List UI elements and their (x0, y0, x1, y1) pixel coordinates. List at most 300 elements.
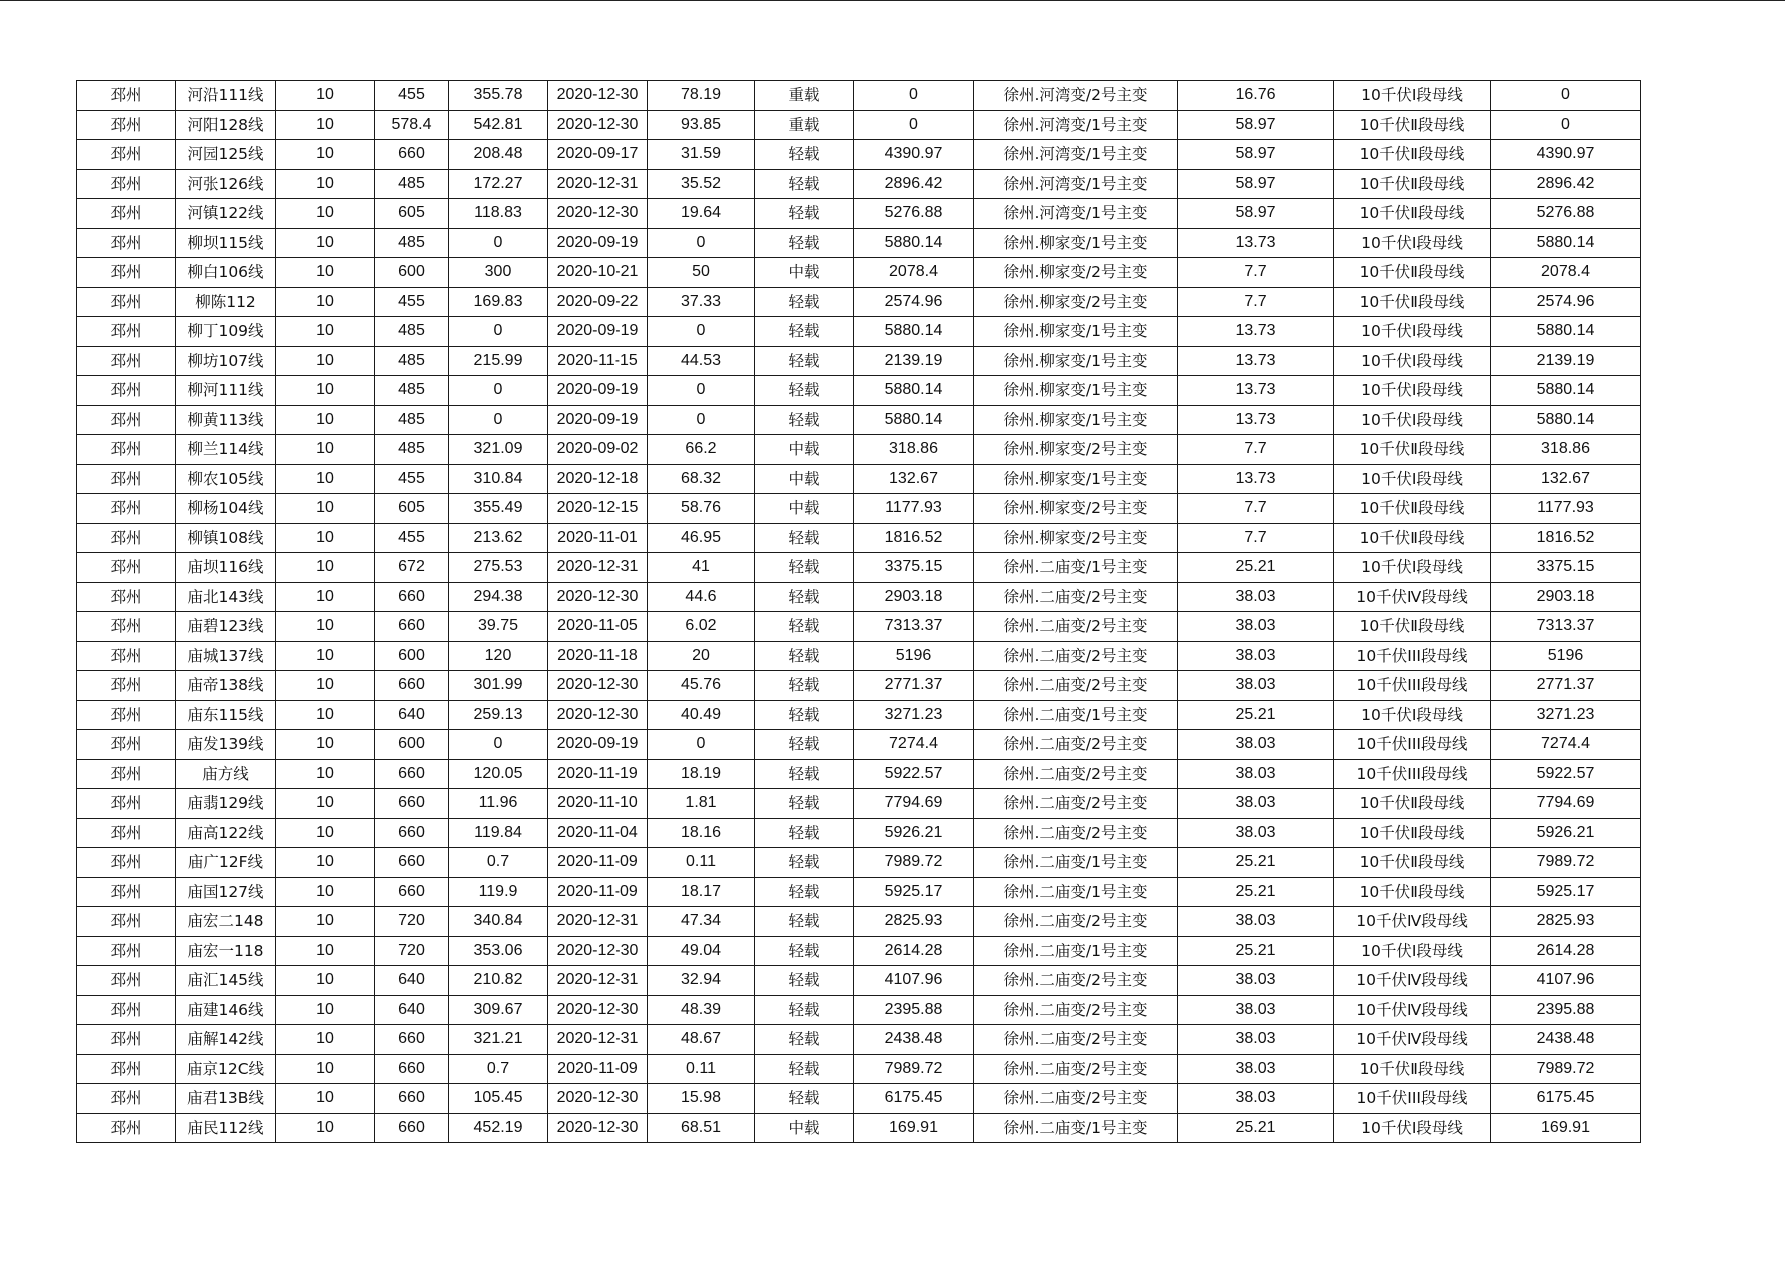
cell-available-capacity: 4107.96 (1491, 966, 1641, 996)
cell-voltage: 10 (276, 464, 375, 494)
cell-record-date: 2020-09-02 (548, 435, 648, 465)
cell-voltage: 10 (276, 376, 375, 406)
cell-line-name: 柳杨104线 (176, 494, 276, 524)
cell-substation-transformer: 徐州.二庙变/1号主变 (974, 1113, 1178, 1143)
cell-max-load: 301.99 (449, 671, 548, 701)
cell-record-date: 2020-12-30 (548, 1113, 648, 1143)
cell-max-load: 120.05 (449, 759, 548, 789)
table-row (77, 700, 1641, 730)
cell-max-load: 310.84 (449, 464, 548, 494)
cell-remaining-capacity: 7989.72 (854, 848, 974, 878)
cell-substation-transformer: 徐州.河湾变/2号主变 (974, 81, 1178, 111)
cell-max-load: 11.96 (449, 789, 548, 819)
cell-max-load: 321.21 (449, 1025, 548, 1055)
cell-rated-capacity: 640 (375, 700, 449, 730)
cell-max-load: 275.53 (449, 553, 548, 583)
cell-load-rate: 35.52 (648, 169, 755, 199)
cell-region: 邳州 (77, 169, 176, 199)
cell-available-capacity: 169.91 (1491, 1113, 1641, 1143)
cell-remaining-capacity: 132.67 (854, 464, 974, 494)
cell-voltage: 10 (276, 818, 375, 848)
cell-voltage: 10 (276, 1084, 375, 1114)
cell-max-load: 0.7 (449, 1054, 548, 1084)
cell-rated-capacity: 605 (375, 199, 449, 229)
cell-region: 邳州 (77, 936, 176, 966)
cell-load-rate: 93.85 (648, 110, 755, 140)
cell-region: 邳州 (77, 671, 176, 701)
cell-available-capacity: 5880.14 (1491, 317, 1641, 347)
cell-substation-transformer: 徐州.二庙变/2号主变 (974, 1054, 1178, 1084)
cell-substation-transformer: 徐州.河湾变/1号主变 (974, 199, 1178, 229)
cell-max-load: 340.84 (449, 907, 548, 937)
cell-load-rate: 1.81 (648, 789, 755, 819)
cell-substation-transformer: 徐州.二庙变/2号主变 (974, 671, 1178, 701)
table-row (77, 671, 1641, 701)
cell-rated-capacity: 578.4 (375, 110, 449, 140)
cell-remaining-capacity: 2614.28 (854, 936, 974, 966)
table-row (77, 435, 1641, 465)
cell-region: 邳州 (77, 966, 176, 996)
cell-transformer-load-rate: 38.03 (1178, 1084, 1334, 1114)
cell-load-status: 轻载 (755, 700, 854, 730)
cell-max-load: 353.06 (449, 936, 548, 966)
cell-region: 邳州 (77, 228, 176, 258)
cell-region: 邳州 (77, 582, 176, 612)
cell-load-status: 轻载 (755, 1084, 854, 1114)
cell-record-date: 2020-11-19 (548, 759, 648, 789)
cell-rated-capacity: 485 (375, 435, 449, 465)
cell-transformer-load-rate: 13.73 (1178, 376, 1334, 406)
table-row (77, 936, 1641, 966)
cell-load-rate: 50 (648, 258, 755, 288)
cell-substation-transformer: 徐州.柳家变/1号主变 (974, 405, 1178, 435)
cell-remaining-capacity: 7313.37 (854, 612, 974, 642)
cell-region: 邳州 (77, 1113, 176, 1143)
cell-voltage: 10 (276, 671, 375, 701)
cell-load-status: 轻载 (755, 169, 854, 199)
cell-load-status: 重载 (755, 110, 854, 140)
cell-transformer-load-rate: 38.03 (1178, 966, 1334, 996)
cell-load-status: 轻载 (755, 582, 854, 612)
cell-record-date: 2020-12-18 (548, 464, 648, 494)
cell-available-capacity: 3271.23 (1491, 700, 1641, 730)
cell-remaining-capacity: 3375.15 (854, 553, 974, 583)
cell-line-name: 庙国127线 (176, 877, 276, 907)
cell-transformer-load-rate: 38.03 (1178, 1054, 1334, 1084)
cell-available-capacity: 7989.72 (1491, 1054, 1641, 1084)
cell-remaining-capacity: 5276.88 (854, 199, 974, 229)
cell-remaining-capacity: 7989.72 (854, 1054, 974, 1084)
cell-available-capacity: 2771.37 (1491, 671, 1641, 701)
cell-bus-section: 10千伏Ⅱ段母线 (1334, 818, 1491, 848)
cell-bus-section: 10千伏Ⅱ段母线 (1334, 140, 1491, 170)
cell-load-status: 轻载 (755, 376, 854, 406)
cell-bus-section: 10千伏Ⅰ段母线 (1334, 346, 1491, 376)
cell-transformer-load-rate: 13.73 (1178, 405, 1334, 435)
cell-load-status: 轻载 (755, 405, 854, 435)
cell-voltage: 10 (276, 405, 375, 435)
table-row (77, 877, 1641, 907)
table-row (77, 907, 1641, 937)
cell-rated-capacity: 485 (375, 346, 449, 376)
cell-region: 邳州 (77, 110, 176, 140)
table-row (77, 789, 1641, 819)
cell-substation-transformer: 徐州.河湾变/1号主变 (974, 110, 1178, 140)
cell-record-date: 2020-11-18 (548, 641, 648, 671)
cell-record-date: 2020-12-31 (548, 966, 648, 996)
cell-rated-capacity: 485 (375, 405, 449, 435)
table-row (77, 553, 1641, 583)
cell-load-rate: 0 (648, 228, 755, 258)
cell-remaining-capacity: 2903.18 (854, 582, 974, 612)
cell-remaining-capacity: 5880.14 (854, 228, 974, 258)
cell-line-name: 庙君13B线 (176, 1084, 276, 1114)
cell-bus-section: 10千伏Ⅳ段母线 (1334, 1025, 1491, 1055)
cell-record-date: 2020-12-15 (548, 494, 648, 524)
cell-transformer-load-rate: 38.03 (1178, 818, 1334, 848)
cell-voltage: 10 (276, 877, 375, 907)
cell-max-load: 0 (449, 730, 548, 760)
table-row (77, 1054, 1641, 1084)
cell-voltage: 10 (276, 258, 375, 288)
cell-voltage: 10 (276, 936, 375, 966)
cell-transformer-load-rate: 25.21 (1178, 700, 1334, 730)
cell-line-name: 庙东115线 (176, 700, 276, 730)
cell-rated-capacity: 672 (375, 553, 449, 583)
cell-line-name: 庙宏一118 (176, 936, 276, 966)
cell-bus-section: 10千伏III段母线 (1334, 730, 1491, 760)
cell-max-load: 215.99 (449, 346, 548, 376)
cell-remaining-capacity: 0 (854, 81, 974, 111)
cell-load-rate: 68.51 (648, 1113, 755, 1143)
cell-available-capacity: 1816.52 (1491, 523, 1641, 553)
cell-max-load: 0 (449, 228, 548, 258)
cell-max-load: 259.13 (449, 700, 548, 730)
cell-voltage: 10 (276, 169, 375, 199)
cell-record-date: 2020-09-19 (548, 376, 648, 406)
cell-load-rate: 18.19 (648, 759, 755, 789)
cell-line-name: 柳农105线 (176, 464, 276, 494)
cell-transformer-load-rate: 16.76 (1178, 81, 1334, 111)
cell-rated-capacity: 660 (375, 818, 449, 848)
cell-bus-section: 10千伏Ⅰ段母线 (1334, 700, 1491, 730)
cell-region: 邳州 (77, 612, 176, 642)
cell-available-capacity: 5880.14 (1491, 376, 1641, 406)
cell-line-name: 柳黄113线 (176, 405, 276, 435)
cell-line-name: 庙城137线 (176, 641, 276, 671)
cell-line-name: 庙宏二148 (176, 907, 276, 937)
cell-record-date: 2020-12-30 (548, 582, 648, 612)
cell-line-name: 庙翡129线 (176, 789, 276, 819)
table-row (77, 818, 1641, 848)
cell-record-date: 2020-12-30 (548, 671, 648, 701)
cell-load-rate: 32.94 (648, 966, 755, 996)
cell-region: 邳州 (77, 700, 176, 730)
cell-voltage: 10 (276, 317, 375, 347)
cell-region: 邳州 (77, 258, 176, 288)
cell-bus-section: 10千伏III段母线 (1334, 1084, 1491, 1114)
cell-load-status: 轻载 (755, 936, 854, 966)
cell-voltage: 10 (276, 1054, 375, 1084)
cell-line-name: 庙建146线 (176, 995, 276, 1025)
cell-rated-capacity: 720 (375, 936, 449, 966)
cell-load-status: 轻载 (755, 1054, 854, 1084)
table-row (77, 110, 1641, 140)
cell-load-status: 轻载 (755, 759, 854, 789)
cell-transformer-load-rate: 13.73 (1178, 317, 1334, 347)
cell-line-name: 柳坝115线 (176, 228, 276, 258)
cell-max-load: 355.78 (449, 81, 548, 111)
cell-transformer-load-rate: 7.7 (1178, 523, 1334, 553)
cell-max-load: 120 (449, 641, 548, 671)
cell-max-load: 169.83 (449, 287, 548, 317)
cell-max-load: 0.7 (449, 848, 548, 878)
cell-voltage: 10 (276, 612, 375, 642)
cell-bus-section: 10千伏Ⅱ段母线 (1334, 258, 1491, 288)
table-row (77, 494, 1641, 524)
cell-available-capacity: 2825.93 (1491, 907, 1641, 937)
cell-bus-section: 10千伏Ⅰ段母线 (1334, 405, 1491, 435)
cell-transformer-load-rate: 38.03 (1178, 612, 1334, 642)
cell-voltage: 10 (276, 730, 375, 760)
cell-substation-transformer: 徐州.柳家变/2号主变 (974, 494, 1178, 524)
cell-available-capacity: 4390.97 (1491, 140, 1641, 170)
cell-rated-capacity: 600 (375, 641, 449, 671)
cell-record-date: 2020-12-31 (548, 907, 648, 937)
cell-max-load: 0 (449, 317, 548, 347)
cell-bus-section: 10千伏Ⅰ段母线 (1334, 376, 1491, 406)
cell-load-rate: 58.76 (648, 494, 755, 524)
cell-record-date: 2020-09-17 (548, 140, 648, 170)
cell-load-status: 轻载 (755, 671, 854, 701)
cell-load-status: 轻载 (755, 818, 854, 848)
cell-voltage: 10 (276, 346, 375, 376)
cell-available-capacity: 7274.4 (1491, 730, 1641, 760)
table-row (77, 582, 1641, 612)
cell-load-rate: 40.49 (648, 700, 755, 730)
cell-available-capacity: 5880.14 (1491, 228, 1641, 258)
cell-load-rate: 18.16 (648, 818, 755, 848)
cell-line-name: 庙高122线 (176, 818, 276, 848)
table-row (77, 1084, 1641, 1114)
cell-max-load: 294.38 (449, 582, 548, 612)
cell-load-status: 轻载 (755, 966, 854, 996)
cell-line-name: 河镇122线 (176, 199, 276, 229)
cell-line-name: 庙方线 (176, 759, 276, 789)
cell-load-rate: 37.33 (648, 287, 755, 317)
cell-region: 邳州 (77, 435, 176, 465)
cell-available-capacity: 6175.45 (1491, 1084, 1641, 1114)
cell-max-load: 542.81 (449, 110, 548, 140)
cell-region: 邳州 (77, 789, 176, 819)
cell-load-status: 轻载 (755, 730, 854, 760)
cell-available-capacity: 318.86 (1491, 435, 1641, 465)
cell-max-load: 355.49 (449, 494, 548, 524)
cell-available-capacity: 0 (1491, 110, 1641, 140)
cell-load-status: 轻载 (755, 199, 854, 229)
cell-bus-section: 10千伏Ⅰ段母线 (1334, 317, 1491, 347)
cell-transformer-load-rate: 25.21 (1178, 1113, 1334, 1143)
cell-record-date: 2020-12-30 (548, 995, 648, 1025)
cell-line-name: 河张126线 (176, 169, 276, 199)
cell-remaining-capacity: 4390.97 (854, 140, 974, 170)
cell-load-rate: 0 (648, 730, 755, 760)
cell-line-name: 河沿111线 (176, 81, 276, 111)
cell-bus-section: 10千伏III段母线 (1334, 641, 1491, 671)
cell-record-date: 2020-12-31 (548, 169, 648, 199)
cell-bus-section: 10千伏Ⅱ段母线 (1334, 287, 1491, 317)
cell-region: 邳州 (77, 907, 176, 937)
cell-rated-capacity: 455 (375, 464, 449, 494)
cell-transformer-load-rate: 58.97 (1178, 110, 1334, 140)
cell-bus-section: 10千伏Ⅳ段母线 (1334, 582, 1491, 612)
cell-rated-capacity: 600 (375, 730, 449, 760)
table-row (77, 523, 1641, 553)
cell-available-capacity: 2395.88 (1491, 995, 1641, 1025)
cell-substation-transformer: 徐州.柳家变/2号主变 (974, 287, 1178, 317)
cell-load-status: 轻载 (755, 228, 854, 258)
cell-voltage: 10 (276, 995, 375, 1025)
cell-line-name: 柳河111线 (176, 376, 276, 406)
cell-region: 邳州 (77, 346, 176, 376)
cell-record-date: 2020-12-30 (548, 1084, 648, 1114)
cell-bus-section: 10千伏Ⅳ段母线 (1334, 966, 1491, 996)
cell-region: 邳州 (77, 848, 176, 878)
cell-substation-transformer: 徐州.二庙变/2号主变 (974, 789, 1178, 819)
cell-remaining-capacity: 7794.69 (854, 789, 974, 819)
table-row (77, 376, 1641, 406)
cell-voltage: 10 (276, 494, 375, 524)
cell-substation-transformer: 徐州.二庙变/1号主变 (974, 936, 1178, 966)
cell-record-date: 2020-11-04 (548, 818, 648, 848)
cell-available-capacity: 7313.37 (1491, 612, 1641, 642)
cell-max-load: 210.82 (449, 966, 548, 996)
table-row (77, 81, 1641, 111)
cell-record-date: 2020-11-09 (548, 877, 648, 907)
cell-substation-transformer: 徐州.二庙变/1号主变 (974, 700, 1178, 730)
cell-available-capacity: 2896.42 (1491, 169, 1641, 199)
cell-bus-section: 10千伏Ⅱ段母线 (1334, 199, 1491, 229)
cell-region: 邳州 (77, 1084, 176, 1114)
cell-load-rate: 31.59 (648, 140, 755, 170)
cell-load-rate: 44.53 (648, 346, 755, 376)
cell-substation-transformer: 徐州.河湾变/1号主变 (974, 169, 1178, 199)
cell-substation-transformer: 徐州.二庙变/1号主变 (974, 877, 1178, 907)
cell-load-status: 轻载 (755, 140, 854, 170)
table-row (77, 966, 1641, 996)
cell-rated-capacity: 640 (375, 966, 449, 996)
cell-voltage: 10 (276, 582, 375, 612)
cell-available-capacity: 5922.57 (1491, 759, 1641, 789)
cell-transformer-load-rate: 38.03 (1178, 759, 1334, 789)
cell-load-rate: 49.04 (648, 936, 755, 966)
cell-bus-section: 10千伏Ⅰ段母线 (1334, 81, 1491, 111)
cell-substation-transformer: 徐州.柳家变/1号主变 (974, 376, 1178, 406)
cell-voltage: 10 (276, 199, 375, 229)
cell-available-capacity: 5880.14 (1491, 405, 1641, 435)
cell-substation-transformer: 徐州.柳家变/1号主变 (974, 346, 1178, 376)
cell-bus-section: 10千伏Ⅱ段母线 (1334, 612, 1491, 642)
cell-region: 邳州 (77, 199, 176, 229)
cell-load-rate: 46.95 (648, 523, 755, 553)
cell-max-load: 0 (449, 376, 548, 406)
cell-load-rate: 0 (648, 376, 755, 406)
cell-rated-capacity: 660 (375, 612, 449, 642)
table-row (77, 169, 1641, 199)
cell-rated-capacity: 640 (375, 995, 449, 1025)
page-top-rule (0, 0, 1785, 1)
cell-region: 邳州 (77, 759, 176, 789)
cell-transformer-load-rate: 13.73 (1178, 464, 1334, 494)
cell-remaining-capacity: 318.86 (854, 435, 974, 465)
cell-remaining-capacity: 5196 (854, 641, 974, 671)
cell-load-rate: 41 (648, 553, 755, 583)
cell-substation-transformer: 徐州.二庙变/2号主变 (974, 1025, 1178, 1055)
cell-remaining-capacity: 2395.88 (854, 995, 974, 1025)
cell-voltage: 10 (276, 907, 375, 937)
cell-voltage: 10 (276, 759, 375, 789)
cell-record-date: 2020-09-19 (548, 405, 648, 435)
cell-record-date: 2020-11-01 (548, 523, 648, 553)
cell-substation-transformer: 徐州.二庙变/2号主变 (974, 730, 1178, 760)
cell-available-capacity: 5926.21 (1491, 818, 1641, 848)
cell-line-name: 庙汇145线 (176, 966, 276, 996)
cell-rated-capacity: 660 (375, 877, 449, 907)
cell-region: 邳州 (77, 81, 176, 111)
table-row (77, 641, 1641, 671)
cell-region: 邳州 (77, 523, 176, 553)
cell-available-capacity: 5925.17 (1491, 877, 1641, 907)
cell-rated-capacity: 455 (375, 81, 449, 111)
cell-load-status: 重载 (755, 81, 854, 111)
cell-region: 邳州 (77, 317, 176, 347)
cell-load-status: 中载 (755, 258, 854, 288)
cell-rated-capacity: 455 (375, 287, 449, 317)
cell-voltage: 10 (276, 287, 375, 317)
table-row (77, 759, 1641, 789)
cell-line-name: 庙京12C线 (176, 1054, 276, 1084)
cell-record-date: 2020-09-22 (548, 287, 648, 317)
cell-available-capacity: 0 (1491, 81, 1641, 111)
cell-load-rate: 6.02 (648, 612, 755, 642)
cell-transformer-load-rate: 25.21 (1178, 553, 1334, 583)
cell-region: 邳州 (77, 818, 176, 848)
cell-bus-section: 10千伏III段母线 (1334, 671, 1491, 701)
cell-voltage: 10 (276, 1113, 375, 1143)
cell-region: 邳州 (77, 553, 176, 583)
cell-record-date: 2020-12-31 (548, 1025, 648, 1055)
cell-transformer-load-rate: 38.03 (1178, 789, 1334, 819)
cell-remaining-capacity: 169.91 (854, 1113, 974, 1143)
cell-record-date: 2020-12-30 (548, 81, 648, 111)
cell-rated-capacity: 660 (375, 789, 449, 819)
cell-rated-capacity: 660 (375, 1113, 449, 1143)
cell-available-capacity: 132.67 (1491, 464, 1641, 494)
cell-load-rate: 0.11 (648, 1054, 755, 1084)
cell-available-capacity: 2139.19 (1491, 346, 1641, 376)
cell-line-name: 柳丁109线 (176, 317, 276, 347)
table-row (77, 405, 1641, 435)
cell-record-date: 2020-09-19 (548, 317, 648, 347)
cell-rated-capacity: 660 (375, 1054, 449, 1084)
cell-transformer-load-rate: 58.97 (1178, 199, 1334, 229)
cell-line-name: 柳坊107线 (176, 346, 276, 376)
cell-substation-transformer: 徐州.二庙变/2号主变 (974, 907, 1178, 937)
cell-record-date: 2020-11-05 (548, 612, 648, 642)
cell-available-capacity: 3375.15 (1491, 553, 1641, 583)
cell-region: 邳州 (77, 287, 176, 317)
cell-transformer-load-rate: 25.21 (1178, 848, 1334, 878)
